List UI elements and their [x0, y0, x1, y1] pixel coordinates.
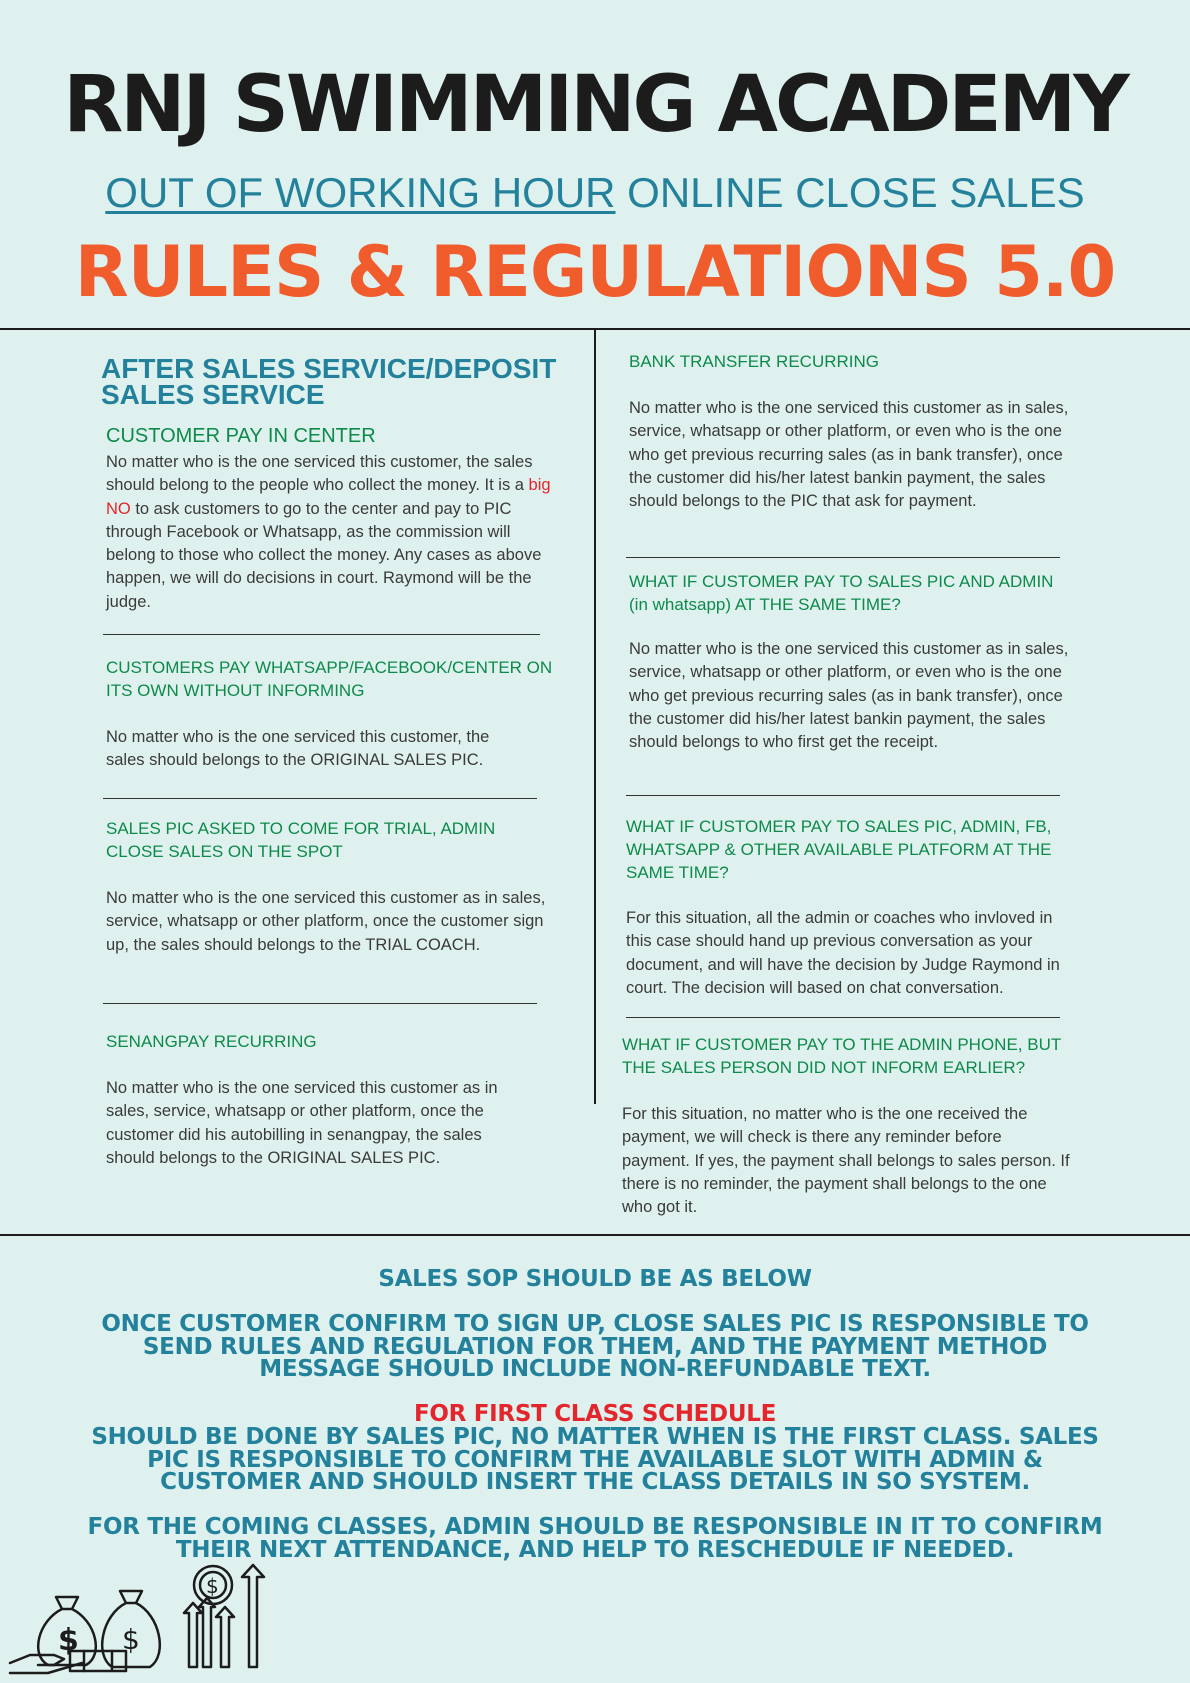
sop-paragraph-3: FOR THE COMING CLASSES, ADMIN SHOULD BE RESPONSIBLE IN IT TO CONFIRM THEIR NEXT ATTENDANCE, AND HELP TO RESCHEDULE IF NEEDED. — [87, 1514, 1103, 1563]
left-item-1-text: No matter who is the one serviced this customer, the sales should belong to the people who collect the money. It is a big NO to ask customers to go to the center and pay to PIC through Facebook or Whatsapp, as the commission will belong to those who collect the money. Any cases as above happen, we will do decisions in court. Raymond will be the judge. — [106, 453, 551, 611]
right-separator-1 — [626, 557, 1060, 558]
left-item-2-text: No matter who is the one serviced this customer, the sales should belongs to the ORIGINAL SALES PIC. — [106, 728, 490, 770]
left-item-4-text: No matter who is the one serviced this customer as in sales, service, whatsapp or other platform, once the customer did his autobilling in senangpay, the sales should belongs to the ORIGINAL SALES PIC. — [106, 1079, 498, 1167]
rules-title: RULES & REGULATIONS 5.0 — [74, 231, 1116, 313]
dollar-sign: $ — [206, 1574, 219, 1598]
right-item-4-text: For this situation, no matter who is the one received the payment, we will check is there any reminder before payment. If yes, the payment shall belongs to sales person. If there is no reminder, the payment shall belongs to the one who got it. — [622, 1105, 1070, 1217]
right-item-4-heading: WHAT IF CUSTOMER PAY TO THE ADMIN PHONE, BUT THE SALES PERSON DID NOT INFORM EARLIER? — [622, 1035, 1061, 1077]
dollar-growth-arrows-icon — [182, 1563, 282, 1673]
left-separator-2 — [103, 798, 537, 799]
dollar-sign: $ — [58, 1623, 79, 1658]
left-item-3-heading: SALES PIC ASKED TO COME FOR TRIAL, ADMIN CLOSE SALES ON THE SPOT — [106, 819, 496, 861]
left-item-3-text: No matter who is the one serviced this customer as in sales, service, whatsapp or other platform, once the customer sign up, the sales should belongs to the TRIAL COACH. — [106, 889, 546, 954]
subtitle-rest: ONLINE CLOSE SALES — [615, 169, 1085, 216]
sop-heading: SALES SOP SHOULD BE AS BELOW — [378, 1266, 812, 1292]
dollar-sign: $ — [122, 1623, 140, 1656]
first-class-heading: FOR FIRST CLASS SCHEDULE — [413, 1401, 776, 1427]
right-item-3-text: For this situation, all the admin or coaches who invloved in this case should hand up previous conversation as your document, and will have the decision by Judge Raymond in court. The decision will based on chat conversation. — [626, 909, 1060, 997]
sop-paragraph-1: ONCE CUSTOMER CONFIRM TO SIGN UP, CLOSE SALES PIC IS RESPONSIBLE TO SEND RULES AND REGULATION FOR THEM, AND THE PAYMENT METHOD MESSAGE SHOULD INCLUDE NON-REFUNDABLE TEXT. — [101, 1311, 1089, 1382]
left-item-2-heading: CUSTOMERS PAY WHATSAPP/FACEBOOK/CENTER ON ITS OWN WITHOUT INFORMING — [106, 658, 553, 700]
bottom-divider — [0, 1234, 1190, 1236]
left-separator-3 — [103, 1003, 537, 1004]
page-title: RNJ SWIMMING ACADEMY — [63, 60, 1127, 150]
right-item-3-heading: WHAT IF CUSTOMER PAY TO SALES PIC, ADMIN, FB, WHATSAPP & OTHER AVAILABLE PLATFORM AT THE SAME TIME? — [626, 817, 1052, 882]
page-subtitle — [0, 168, 1190, 218]
right-item-1-heading: BANK TRANSFER RECURRING — [629, 352, 879, 371]
right-item-2-heading: WHAT IF CUSTOMER PAY TO SALES PIC AND ADMIN (in whatsapp) AT THE SAME TIME? — [629, 572, 1054, 614]
right-separator-3 — [626, 1017, 1060, 1018]
big-no-highlight: big NO — [106, 476, 551, 518]
left-item-1-heading: CUSTOMER PAY IN CENTER — [106, 425, 376, 447]
sop-paragraph-2: SHOULD BE DONE BY SALES PIC, NO MATTER WHEN IS THE FIRST CLASS. SALES PIC IS RESPONSIBLE TO CONFIRM THE AVAILABLE SLOT WITH ADMIN & CUSTOMER AND SHOULD INSERT THE CLASS DETAILS IN SO SYSTEM. — [91, 1424, 1099, 1495]
left-section-title: AFTER SALES SERVICE/DEPOSIT SALES SERVICE — [101, 353, 557, 410]
right-item-1-text: No matter who is the one serviced this customer as in sales, service, whatsapp or other platform, or even who is the one who get previous recurring sales (as in bank transfer), once the customer did his/her latest bankin payment, the sales should belongs to the PIC that ask for payment. — [629, 399, 1069, 511]
left-separator-1 — [103, 634, 540, 635]
right-item-2-text: No matter who is the one serviced this customer as in sales, service, whatsapp or other platform, or even who is the one who get previous recurring sales (as in bank transfer), once the customer did his/her latest bankin payment, the sales should belongs to who first get the receipt. — [629, 640, 1069, 752]
subtitle-underlined: OUT OF WORKING HOUR — [105, 169, 616, 216]
right-separator-2 — [626, 795, 1060, 796]
column-divider — [594, 330, 596, 1104]
left-item-4-heading: SENANGPAY RECURRING — [106, 1032, 317, 1051]
money-bags-icon — [8, 1585, 168, 1675]
